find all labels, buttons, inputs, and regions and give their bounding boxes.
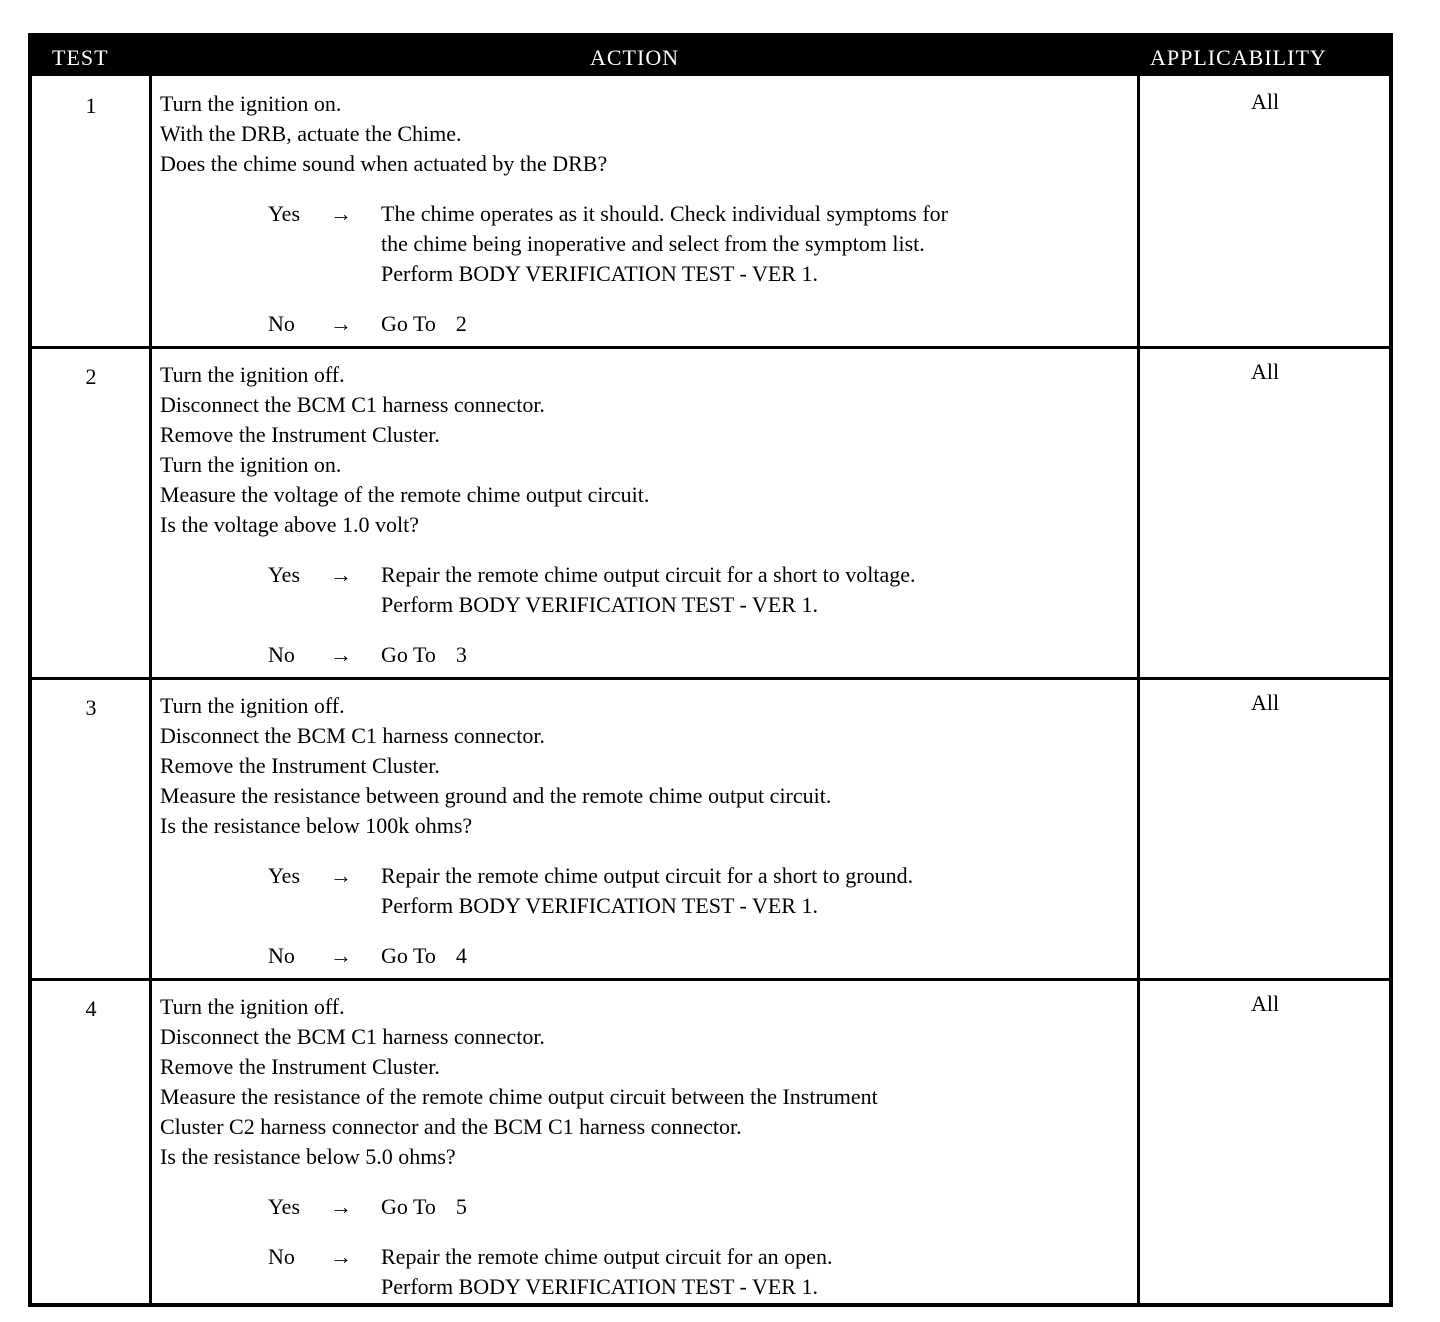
action-step: Disconnect the BCM C1 harness connector. bbox=[160, 392, 545, 417]
table-row-test-1 bbox=[32, 76, 1389, 346]
arrow-right-icon: → bbox=[330, 562, 352, 587]
action-step: Remove the Instrument Cluster. bbox=[160, 753, 440, 778]
action-step: Disconnect the BCM C1 harness connector. bbox=[160, 1024, 545, 1049]
header-test: TEST bbox=[52, 45, 109, 70]
arrow-right-icon: → bbox=[330, 863, 352, 888]
arrow-right-icon: → bbox=[330, 642, 352, 667]
action-step: Cluster C2 harness connector and the BCM C1 harness connector. bbox=[160, 1114, 742, 1139]
arrow-right-icon: → bbox=[330, 311, 352, 336]
action-step: Turn the ignition on. bbox=[160, 452, 342, 477]
arrow-right-icon: → bbox=[330, 943, 352, 968]
outcome-label: Yes bbox=[268, 562, 301, 587]
outcome-line: Repair the remote chime output circuit for a short to voltage. bbox=[381, 562, 916, 587]
action-step: Remove the Instrument Cluster. bbox=[160, 1054, 440, 1079]
outcome-line: Repair the remote chime output circuit for an open. bbox=[381, 1244, 833, 1269]
outcome-line: Repair the remote chime output circuit for a short to ground. bbox=[381, 863, 914, 888]
applicability-value: All bbox=[1250, 359, 1280, 384]
action-question: Does the chime sound when actuated by the DRB? bbox=[160, 151, 608, 176]
action-cell bbox=[160, 691, 1135, 971]
table-row-test-4 bbox=[32, 978, 1389, 1303]
action-step: Turn the ignition off. bbox=[160, 362, 345, 387]
table-header bbox=[32, 37, 1389, 76]
outcome-yes bbox=[268, 199, 1135, 289]
action-question: Is the voltage above 1.0 volt? bbox=[160, 512, 420, 537]
outcome-yes bbox=[268, 1192, 1135, 1222]
goto-link bbox=[381, 640, 1135, 670]
goto-text: Go To bbox=[381, 311, 436, 336]
outcome-line: Perform BODY VERIFICATION TEST - VER 1. bbox=[381, 1274, 818, 1299]
header-action: ACTION bbox=[590, 45, 680, 70]
outcome-line: the chime being inoperative and select from the symptom list. bbox=[381, 231, 925, 256]
outcome-no bbox=[268, 640, 1135, 670]
applicability-value: All bbox=[1250, 991, 1280, 1016]
outcome-label: No bbox=[268, 311, 295, 336]
test-number: 3 bbox=[85, 695, 97, 720]
goto-number: 5 bbox=[455, 1194, 467, 1219]
action-question: Is the resistance below 5.0 ohms? bbox=[160, 1144, 456, 1169]
outcome-no bbox=[268, 309, 1135, 339]
action-step: Remove the Instrument Cluster. bbox=[160, 422, 440, 447]
arrow-right-icon: → bbox=[330, 1194, 352, 1219]
goto-number: 2 bbox=[455, 311, 467, 336]
outcome-label: Yes bbox=[268, 201, 301, 226]
action-step: With the DRB, actuate the Chime. bbox=[160, 121, 462, 146]
outcome-line: Perform BODY VERIFICATION TEST - VER 1. bbox=[381, 893, 818, 918]
diagnostic-test-table bbox=[28, 33, 1393, 1307]
arrow-right-icon: → bbox=[330, 201, 352, 226]
test-number: 4 bbox=[85, 996, 97, 1021]
outcome-label: No bbox=[268, 1244, 295, 1269]
goto-link bbox=[381, 309, 1135, 339]
goto-text: Go To bbox=[381, 943, 436, 968]
action-question: Is the resistance below 100k ohms? bbox=[160, 813, 473, 838]
goto-link bbox=[381, 1192, 1135, 1222]
action-step: Disconnect the BCM C1 harness connector. bbox=[160, 723, 545, 748]
arrow-right-icon: → bbox=[330, 1244, 352, 1269]
goto-number: 3 bbox=[455, 642, 467, 667]
outcome-yes bbox=[268, 861, 1135, 921]
action-step: Measure the voltage of the remote chime output circuit. bbox=[160, 482, 650, 507]
goto-text: Go To bbox=[381, 1194, 436, 1219]
action-cell bbox=[160, 360, 1135, 670]
outcome-no bbox=[268, 1242, 1135, 1302]
action-step: Measure the resistance between ground and the remote chime output circuit. bbox=[160, 783, 832, 808]
outcome-line: Perform BODY VERIFICATION TEST - VER 1. bbox=[381, 261, 818, 286]
outcome-no bbox=[268, 941, 1135, 971]
action-cell bbox=[160, 992, 1135, 1302]
goto-link bbox=[381, 941, 1135, 971]
goto-number: 4 bbox=[455, 943, 467, 968]
action-step: Turn the ignition off. bbox=[160, 994, 345, 1019]
applicability-value: All bbox=[1250, 89, 1280, 114]
table-row-test-3 bbox=[32, 677, 1389, 978]
table-row-test-2 bbox=[32, 346, 1389, 677]
header-applicability: APPLICABILITY bbox=[1150, 45, 1327, 70]
action-step: Turn the ignition off. bbox=[160, 693, 345, 718]
goto-text: Go To bbox=[381, 642, 436, 667]
outcome-label: Yes bbox=[268, 1194, 301, 1219]
outcome-line: Perform BODY VERIFICATION TEST - VER 1. bbox=[381, 592, 818, 617]
action-cell bbox=[160, 89, 1135, 339]
outcome-label: Yes bbox=[268, 863, 301, 888]
action-step: Measure the resistance of the remote chime output circuit between the Instrument bbox=[160, 1084, 878, 1109]
action-step: Turn the ignition on. bbox=[160, 91, 342, 116]
test-number: 2 bbox=[85, 364, 97, 389]
outcome-label: No bbox=[268, 642, 295, 667]
outcome-yes bbox=[268, 560, 1135, 620]
outcome-label: No bbox=[268, 943, 295, 968]
applicability-value: All bbox=[1250, 690, 1280, 715]
test-number: 1 bbox=[85, 93, 97, 118]
outcome-line: The chime operates as it should. Check individual symptoms for bbox=[381, 201, 949, 226]
